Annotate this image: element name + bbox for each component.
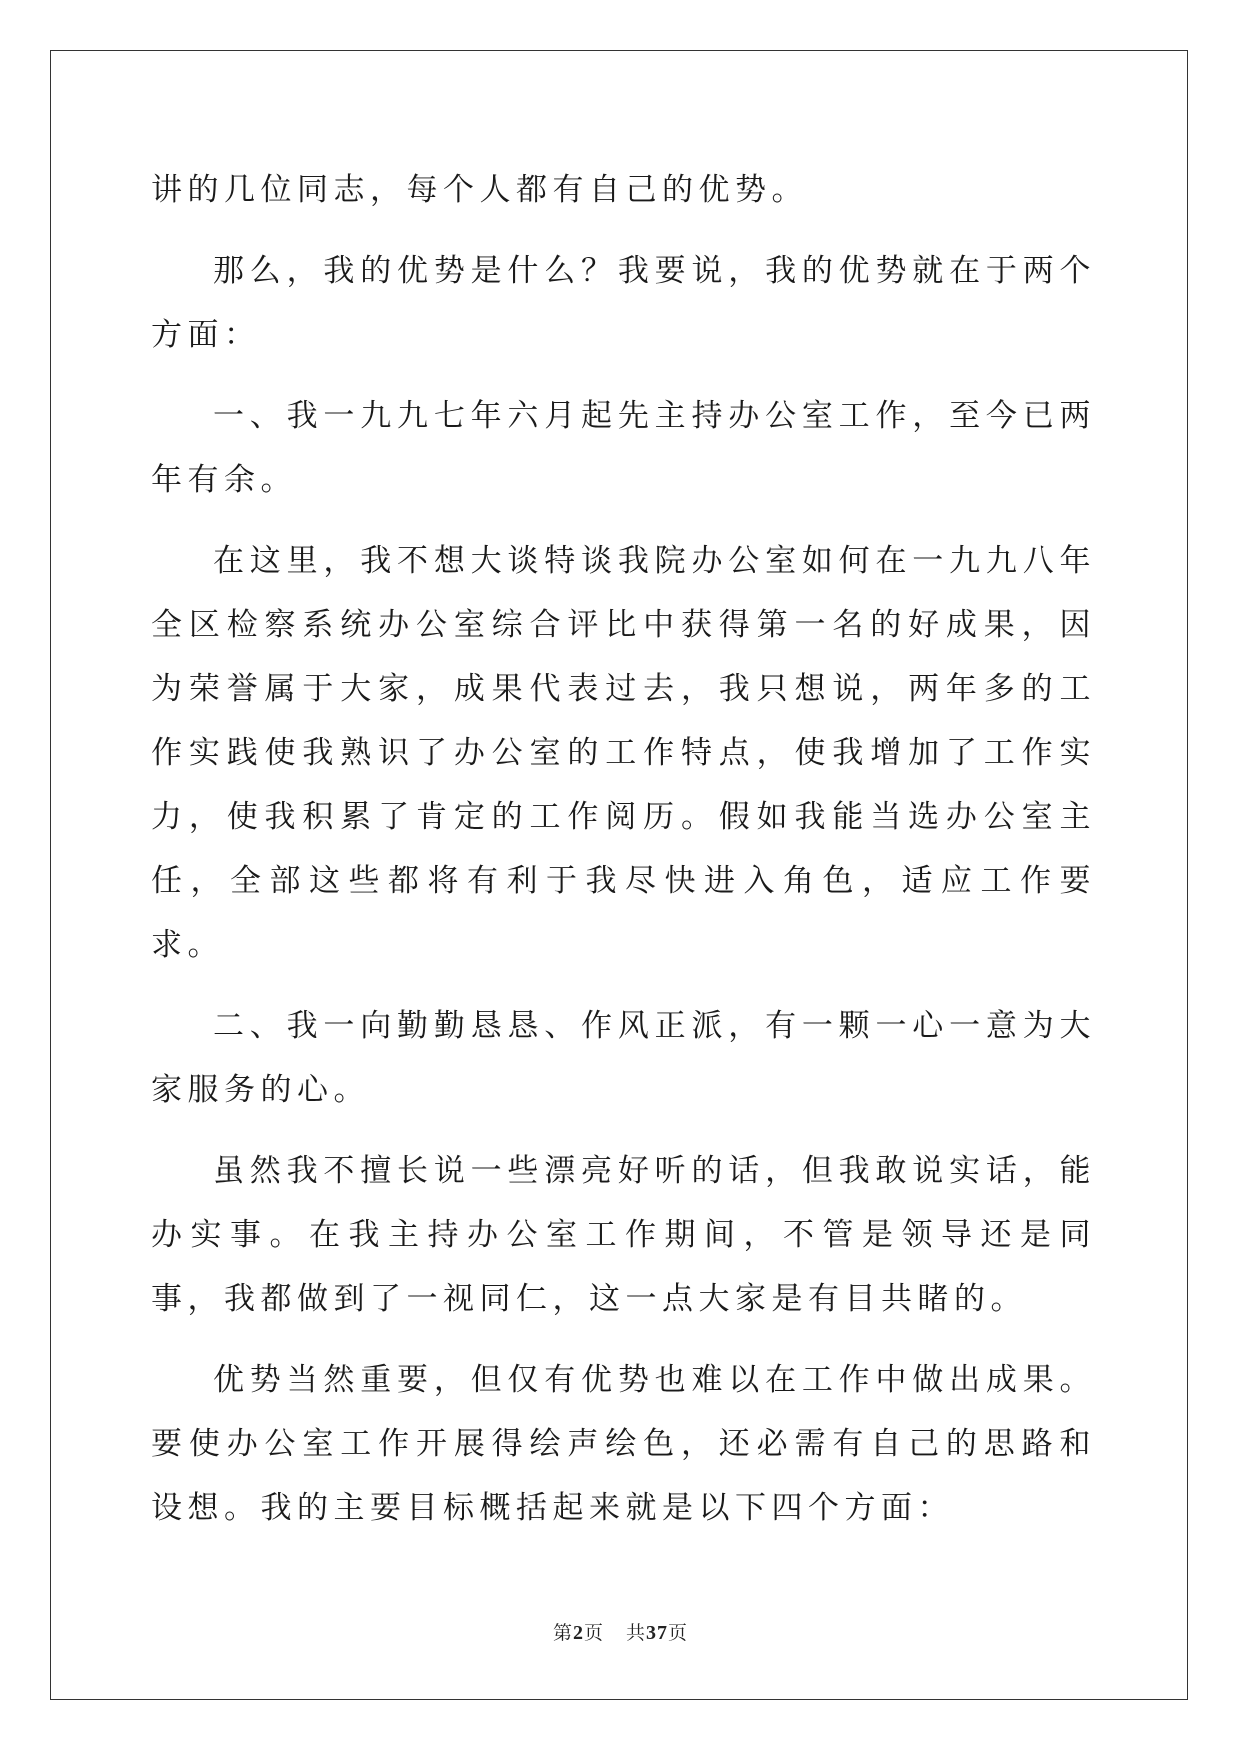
- paragraph: 虽然我不擅长说一些漂亮好听的话，但我敢说实话，能办实事。在我主持办公室工作期间，不管是领导还是同事，我都做到了一视同仁，这一点大家是有目共睹的。: [151, 1153, 1096, 1317]
- total-pages: 37: [646, 1622, 669, 1644]
- document-body: [151, 158, 1096, 1557]
- page-footer: [0, 1618, 1241, 1645]
- paragraph: 一、我一九九七年六月起先主持办公室工作，至今已两年有余。: [151, 398, 1096, 498]
- paragraph: 二、我一向勤勤恳恳、作风正派，有一颗一心一意为大家服务的心。: [151, 1008, 1096, 1108]
- paragraph: 优势当然重要，但仅有优势也难以在工作中做出成果。要使办公室工作开展得绘声绘色，还必需有自己的思路和设想。我的主要目标概括起来就是以下四个方面：: [151, 1362, 1096, 1526]
- total-prefix: 共: [626, 1622, 647, 1644]
- page-prefix: 第: [552, 1622, 573, 1644]
- paragraph-continuation: 讲的几位同志，每个人都有自己的优势。: [151, 172, 808, 208]
- paragraph: 那么，我的优势是什么？我要说，我的优势就在于两个方面：: [151, 253, 1096, 353]
- page-number: 2: [572, 1622, 584, 1644]
- total-suffix: 页: [668, 1622, 689, 1644]
- paragraph: 在这里，我不想大谈特谈我院办公室如何在一九九八年全区检察系统办公室综合评比中获得第一名的好成果，因为荣誉属于大家，成果代表过去，我只想说，两年多的工作实践使我熟识了办公室的工作特点，使我增加了工作实力，使我积累了肯定的工作阅历。假如我能当选办公室主任，全部这些都将有利于我尽快进入角色，适应工作要求。: [151, 543, 1096, 963]
- page-suffix: 页: [583, 1622, 604, 1644]
